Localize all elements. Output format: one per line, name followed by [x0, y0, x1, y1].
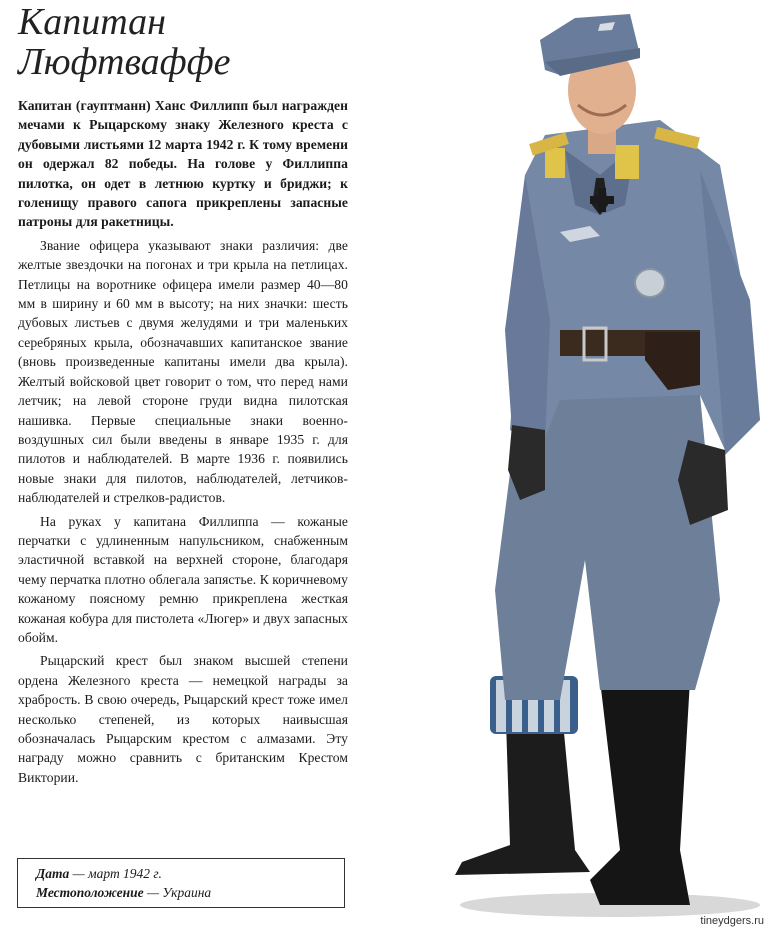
paragraph-3: На руках у капитана Филлиппа — кожаные перчатки с удлиненным напульсником, снабженным эластичной вставкой на верхней стороне, благодаря чему перчатка плотно облегала запястье. К коричневому кожаному поясному ремню прикреплена жесткая кожаная кобура для пистолета «Люгер» и двух запасных обойм.	[18, 513, 349, 645]
page-title	[18, 2, 231, 82]
location-value: Украина	[162, 885, 212, 900]
officer-illustration	[440, 0, 768, 933]
paragraph-2: Звание офицера указывают знаки различия: две желтые звездочки на погонах и три крыла на петлицах. Петлицы на воротнике офицера имели размер 40—80 мм в ширину и 60 мм в высоту; на них значки: шесть дубовых листьев с двумя желудями и три маленьких серебряных крыла, обозначавших капитанское звание (вновь произведенные капитаны имели два крыла). Желтый войсковой цвет говорит о том, что перед нами летчик; на левой стороне груди видна пилотская нашивка. Первые специальные знаки военно-воздушных сил были введены в январе 1935 г. для пилотов и наблюдателей. В марте 1936 г. появились новые знаки для пилотов, наблюдателей, летчиков-наблюдателей и стрелков-радистов.	[18, 237, 348, 506]
collar-tab-left	[545, 148, 565, 178]
date-value: март 1942 г.	[88, 866, 162, 881]
location-line: Местоположение — Украина	[36, 885, 212, 900]
title-line-1: Капитан	[18, 1, 166, 43]
info-box	[17, 858, 345, 908]
date-label: Дата	[36, 866, 70, 881]
right-boot	[590, 680, 690, 905]
paragraph-1: Капитан (гауптманн) Ханс Филлипп был награжден мечами к Рыцарскому знаку Железного креста с дубовыми листьями 12 марта 1942 г. К тому времени он одержал 82 победы. На голове у Филлиппа пилотка, он одет в летнюю куртку и бриджи; к голенищу правого сапога прикреплены запасные патроны для ракетницы.	[18, 98, 348, 230]
collar-tab-right	[615, 145, 639, 179]
paragraph-4: Рыцарский крест был знаком высшей степени ордена Железного креста — немецкой награды за храбрость. В свою очередь, Рыцарский крест тоже имел несколько степеней, из которых наивысшая обозначалась Рыцарским крестом с алмазами. Эту награду можно сравнить с британским Крестом Виктории.	[18, 653, 348, 785]
watermark: tineydgers.ru	[700, 915, 764, 927]
date-line: Дата — март 1942 г.	[36, 866, 162, 881]
location-label: Местоположение	[36, 885, 144, 900]
pilot-badge	[635, 269, 665, 297]
title-line-2: Люфтваффе	[18, 41, 231, 83]
article-body	[18, 96, 348, 791]
